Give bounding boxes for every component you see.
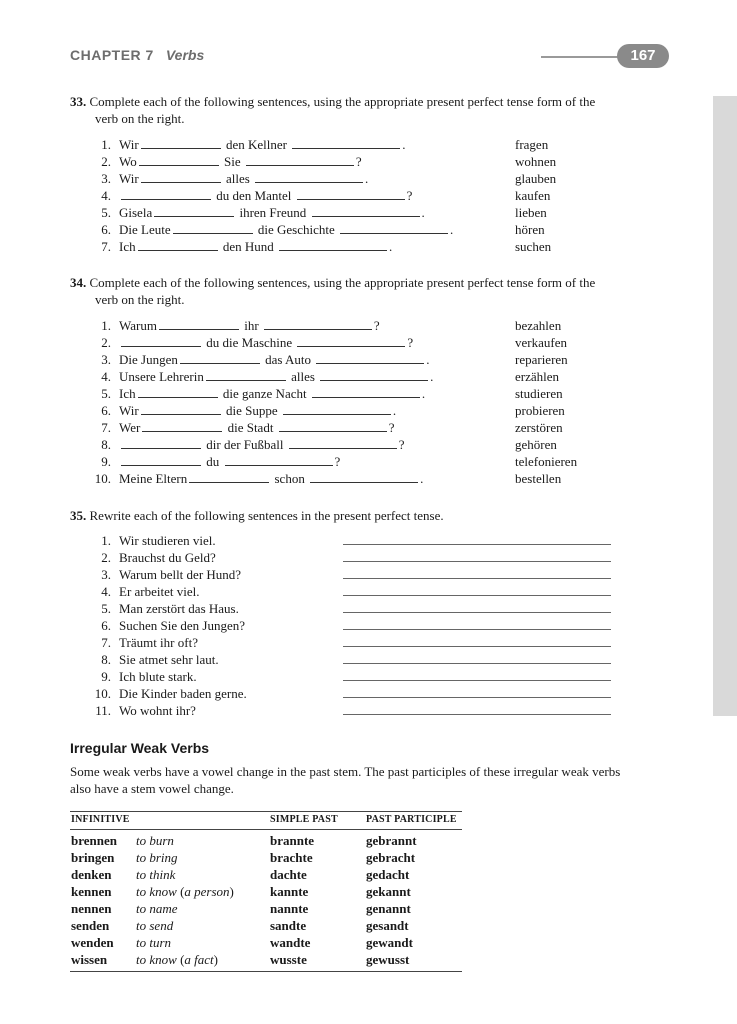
- verb-hint: lieben: [515, 205, 547, 220]
- infinitive-cell: wenden: [71, 935, 114, 950]
- exercise-item: [0, 634, 737, 651]
- exercise-item: [0, 532, 737, 549]
- item-sentence: Wo wohnt ihr?: [119, 703, 196, 718]
- item-number: 5.: [101, 386, 111, 401]
- item-number: 8.: [101, 437, 111, 452]
- exercise-item: [0, 549, 737, 566]
- simple-past-cell: kannte: [270, 884, 309, 899]
- past-participle-cell: gekannt: [366, 884, 411, 899]
- answer-line[interactable]: [343, 697, 611, 698]
- fill-blank[interactable]: [121, 438, 201, 449]
- exercise-item: [0, 170, 737, 187]
- fill-blank[interactable]: [289, 438, 397, 449]
- exercise-35-instruction: 35. Rewrite each of the following sentences in the present perfect tense.: [70, 508, 444, 523]
- item-number: 1.: [101, 318, 111, 333]
- item-number: 10.: [94, 471, 111, 486]
- translation-cell: to send: [136, 918, 174, 933]
- translation-cell: to name: [136, 901, 178, 916]
- item-number: 10.: [94, 686, 111, 701]
- sentence-part: Wir: [119, 137, 139, 152]
- exercise-item: [0, 583, 737, 600]
- item-number: 1.: [101, 137, 111, 152]
- item-number: 3.: [101, 567, 111, 582]
- verb-hint: telefonieren: [515, 454, 578, 469]
- item-sentence: [119, 470, 423, 487]
- exercise-item: [0, 617, 737, 634]
- sentence-part: Die Jungen: [119, 352, 178, 367]
- punctuation: ?: [406, 188, 413, 203]
- item-sentence: [119, 436, 405, 453]
- punctuation: ?: [407, 335, 414, 350]
- exercise-item: [0, 600, 737, 617]
- item-sentence: [119, 187, 412, 204]
- exercise-item: [0, 453, 737, 470]
- table-bottom-rule: [70, 971, 462, 972]
- punctuation: .: [450, 222, 454, 237]
- item-number: 11.: [95, 703, 111, 718]
- fill-blank[interactable]: [316, 353, 424, 364]
- item-sentence: [119, 204, 425, 221]
- sentence-part: die Geschichte: [254, 222, 339, 237]
- answer-line[interactable]: [343, 680, 611, 681]
- answer-line[interactable]: [343, 561, 611, 562]
- item-sentence: Träumt ihr oft?: [119, 635, 198, 650]
- col-header-infinitive: INFINITIVE: [71, 814, 130, 825]
- item-number: 7.: [101, 239, 111, 254]
- sentence-part: Wo: [119, 154, 137, 169]
- translation-cell: to burn: [136, 833, 174, 848]
- sentence-part: Wir: [119, 403, 139, 418]
- fill-blank[interactable]: [154, 206, 234, 217]
- past-participle-cell: gewandt: [366, 935, 413, 950]
- table-row: [0, 866, 737, 883]
- exercise-item: [0, 419, 737, 436]
- item-sentence: Ich blute stark.: [119, 669, 197, 684]
- item-sentence: [119, 453, 340, 470]
- fill-blank[interactable]: [173, 223, 253, 234]
- verb-hint: hören: [515, 222, 545, 237]
- fill-blank[interactable]: [264, 319, 372, 330]
- answer-line[interactable]: [343, 578, 611, 579]
- sentence-part: Sie: [220, 154, 244, 169]
- item-sentence: [119, 385, 425, 402]
- fill-blank[interactable]: [292, 138, 400, 149]
- item-number: 6.: [101, 618, 111, 633]
- sentence-part: den Hund: [219, 239, 278, 254]
- sentence-part: das Auto: [261, 352, 315, 367]
- fill-blank[interactable]: [255, 172, 363, 183]
- sentence-part: die Suppe: [222, 403, 281, 418]
- past-participle-cell: gewusst: [366, 952, 410, 967]
- exercise-item: [0, 566, 737, 583]
- sentence-part: Wer: [119, 420, 141, 435]
- punctuation: ?: [373, 318, 380, 333]
- table-row: [0, 951, 737, 968]
- item-number: 5.: [101, 205, 111, 220]
- punctuation: ?: [398, 437, 405, 452]
- sentence-part: Unsere Lehrerin: [119, 369, 204, 384]
- item-sentence: Brauchst du Geld?: [119, 550, 216, 565]
- verb-hint: reparieren: [515, 352, 568, 367]
- verb-hint: bezahlen: [515, 318, 562, 333]
- chapter-topic: Verbs: [165, 47, 205, 63]
- exercise-item: [0, 436, 737, 453]
- translation-cell: to turn: [136, 935, 172, 950]
- item-number: 8.: [101, 652, 111, 667]
- punctuation: .: [421, 205, 425, 220]
- fill-blank[interactable]: [279, 240, 387, 251]
- table-top-rule: [70, 811, 462, 812]
- item-number: 4.: [101, 369, 111, 384]
- answer-line[interactable]: [343, 612, 611, 613]
- item-number: 3.: [101, 352, 111, 367]
- sentence-part: du: [203, 454, 223, 469]
- item-sentence: [119, 419, 394, 436]
- exercise-item: [0, 317, 737, 334]
- exercise-item: [0, 402, 737, 419]
- verb-hint: suchen: [515, 239, 552, 254]
- fill-blank[interactable]: [180, 353, 260, 364]
- item-sentence: Warum bellt der Hund?: [119, 567, 242, 582]
- exercise-item: [0, 470, 737, 487]
- sentence-part: schon: [271, 471, 309, 486]
- item-number: 7.: [101, 420, 111, 435]
- past-participle-cell: gebrannt: [366, 833, 417, 848]
- answer-line[interactable]: [343, 646, 611, 647]
- punctuation: .: [389, 239, 393, 254]
- sentence-part: Wir: [119, 171, 139, 186]
- item-number: 5.: [101, 601, 111, 616]
- verb-hint: probieren: [515, 403, 565, 418]
- fill-blank[interactable]: [297, 189, 405, 200]
- fill-blank[interactable]: [279, 421, 387, 432]
- table-row: [0, 832, 737, 849]
- translation-cell: to think: [136, 867, 176, 882]
- fill-blank[interactable]: [310, 472, 418, 483]
- item-sentence: Die Kinder baden gerne.: [119, 686, 247, 701]
- sentence-part: alles: [287, 369, 319, 384]
- sentence-part: Meine Eltern: [119, 471, 188, 486]
- fill-blank[interactable]: [312, 387, 420, 398]
- item-number: 2.: [101, 335, 111, 350]
- fill-blank[interactable]: [283, 404, 391, 415]
- item-sentence: [119, 334, 413, 351]
- exercise-item: [0, 651, 737, 668]
- item-number: 4.: [101, 188, 111, 203]
- chapter-label: CHAPTER 7: [70, 47, 154, 63]
- table-row: [0, 934, 737, 951]
- exercise-item: [0, 685, 737, 702]
- exercise-item: [0, 238, 737, 255]
- item-number: 9.: [101, 669, 111, 684]
- fill-blank[interactable]: [159, 319, 239, 330]
- answer-line[interactable]: [343, 663, 611, 664]
- punctuation: .: [426, 352, 430, 367]
- exercise-item: [0, 153, 737, 170]
- sentence-part: die Stadt: [224, 420, 277, 435]
- infinitive-cell: nennen: [71, 901, 112, 916]
- infinitive-cell: wissen: [71, 952, 108, 967]
- exercise-item: [0, 221, 737, 238]
- simple-past-cell: nannte: [270, 901, 309, 916]
- verb-hint: zerstören: [515, 420, 563, 435]
- table-row: [0, 917, 737, 934]
- table-header-rule: [70, 829, 462, 830]
- punctuation: .: [402, 137, 406, 152]
- sentence-part: dir der Fußball: [203, 437, 287, 452]
- sentence-part: Ich: [119, 239, 136, 254]
- exercise-item: [0, 385, 737, 402]
- punctuation: .: [392, 403, 397, 418]
- exercise-33-instruction: 33. Complete each of the following sentences, using the appropriate present perfect tense form of the verb on the right.: [70, 94, 596, 126]
- fill-blank[interactable]: [141, 404, 221, 415]
- past-participle-cell: gesandt: [366, 918, 409, 933]
- section-paragraph: Some weak verbs have a vowel change in the past stem. The past participles of these irregular weak verbs also have a stem vowel change.: [70, 764, 621, 796]
- infinitive-cell: kennen: [71, 884, 112, 899]
- punctuation: .: [421, 386, 426, 401]
- verb-hint: studieren: [515, 386, 563, 401]
- fill-blank[interactable]: [320, 370, 428, 381]
- running-header: [70, 47, 204, 63]
- sentence-part: Warum: [119, 318, 157, 333]
- answer-line[interactable]: [343, 629, 611, 630]
- answer-line[interactable]: [343, 595, 611, 596]
- punctuation: ?: [355, 154, 362, 169]
- translation-cell: to bring: [136, 850, 178, 865]
- sentence-part: ihr: [240, 318, 262, 333]
- sentence-part: alles: [222, 171, 254, 186]
- infinitive-cell: bringen: [71, 850, 115, 865]
- past-participle-cell: gedacht: [366, 867, 410, 882]
- exercise-item: [0, 136, 737, 153]
- table-row: [0, 883, 737, 900]
- fill-blank[interactable]: [206, 370, 286, 381]
- exercise-item: [0, 368, 737, 385]
- verb-hint: gehören: [515, 437, 557, 452]
- item-sentence: Sie atmet sehr laut.: [119, 652, 219, 667]
- fill-blank[interactable]: [141, 172, 221, 183]
- exercise-item: [0, 187, 737, 204]
- item-sentence: [119, 153, 362, 170]
- verb-hint: bestellen: [515, 471, 562, 486]
- verb-hint: fragen: [515, 137, 549, 152]
- translation-cell: to know (a fact): [136, 952, 218, 967]
- fill-blank[interactable]: [297, 336, 405, 347]
- fill-blank[interactable]: [138, 240, 218, 251]
- item-number: 3.: [101, 171, 111, 186]
- punctuation: .: [430, 369, 434, 384]
- item-number: 2.: [101, 154, 111, 169]
- item-number: 6.: [101, 403, 111, 418]
- item-sentence: Wir studieren viel.: [119, 533, 216, 548]
- fill-blank[interactable]: [312, 206, 420, 217]
- exercise-item: [0, 702, 737, 719]
- item-number: 6.: [101, 222, 111, 237]
- sentence-part: den Kellner: [222, 137, 291, 152]
- item-number: 9.: [101, 454, 111, 469]
- fill-blank[interactable]: [225, 455, 333, 466]
- item-sentence: [119, 351, 429, 368]
- item-number: 4.: [101, 584, 111, 599]
- simple-past-cell: brachte: [270, 850, 313, 865]
- sentence-part: die ganze Nacht: [219, 386, 310, 401]
- col-header-past-participle: PAST PARTICIPLE: [366, 814, 457, 825]
- simple-past-cell: wusste: [270, 952, 307, 967]
- item-sentence: [119, 368, 433, 385]
- item-sentence: Er arbeitet viel.: [119, 584, 200, 599]
- verb-hint: wohnen: [515, 154, 557, 169]
- fill-blank[interactable]: [141, 138, 221, 149]
- sentence-part: ihren Freund: [236, 205, 310, 220]
- verb-hint: erzählen: [515, 369, 560, 384]
- punctuation: ?: [388, 420, 395, 435]
- item-sentence: Suchen Sie den Jungen?: [119, 618, 246, 633]
- item-sentence: Man zerstört das Haus.: [119, 601, 239, 616]
- simple-past-cell: dachte: [270, 867, 307, 882]
- item-number: 7.: [101, 635, 111, 650]
- fill-blank[interactable]: [142, 421, 222, 432]
- past-participle-cell: gebracht: [366, 850, 416, 865]
- fill-blank[interactable]: [139, 155, 219, 166]
- item-sentence: [119, 402, 396, 419]
- infinitive-cell: brennen: [71, 833, 117, 848]
- sentence-part: du den Mantel: [213, 188, 295, 203]
- fill-blank[interactable]: [340, 223, 448, 234]
- fill-blank[interactable]: [189, 472, 269, 483]
- item-sentence: [119, 317, 380, 334]
- verb-hint: kaufen: [515, 188, 551, 203]
- exercise-item: [0, 204, 737, 221]
- fill-blank[interactable]: [121, 336, 201, 347]
- item-number: 1.: [101, 533, 111, 548]
- section-heading: Irregular Weak Verbs: [70, 740, 210, 756]
- infinitive-cell: senden: [71, 918, 110, 933]
- translation-cell: to know (a person): [136, 884, 234, 899]
- header-rule: [541, 56, 625, 58]
- fill-blank[interactable]: [121, 455, 201, 466]
- exercise-item: [0, 351, 737, 368]
- sentence-part: Gisela: [119, 205, 153, 220]
- item-sentence: [119, 221, 453, 238]
- simple-past-cell: sandte: [270, 918, 307, 933]
- item-number: 2.: [101, 550, 111, 565]
- past-participle-cell: genannt: [366, 901, 411, 916]
- item-sentence: [119, 238, 392, 255]
- simple-past-cell: brannte: [270, 833, 315, 848]
- punctuation: .: [365, 171, 369, 186]
- item-sentence: [119, 136, 405, 153]
- exercise-item: [0, 334, 737, 351]
- exercise-item: [0, 668, 737, 685]
- sentence-part: du die Maschine: [203, 335, 296, 350]
- simple-past-cell: wandte: [270, 935, 311, 950]
- sentence-part: Die Leute: [119, 222, 171, 237]
- answer-line[interactable]: [343, 714, 611, 715]
- punctuation: ?: [334, 454, 341, 469]
- fill-blank[interactable]: [138, 387, 218, 398]
- fill-blank[interactable]: [246, 155, 354, 166]
- col-header-simple-past: SIMPLE PAST: [270, 814, 338, 825]
- exercise-34-instruction: 34. Complete each of the following sentences, using the appropriate present perfect tense form of the verb on the right.: [70, 275, 596, 307]
- fill-blank[interactable]: [121, 189, 211, 200]
- answer-line[interactable]: [343, 544, 611, 545]
- sentence-part: Ich: [119, 386, 136, 401]
- infinitive-cell: denken: [71, 867, 112, 882]
- table-row: [0, 849, 737, 866]
- page-number: 167: [617, 44, 669, 68]
- item-sentence: [119, 170, 368, 187]
- table-row: [0, 900, 737, 917]
- punctuation: .: [420, 471, 424, 486]
- verb-hint: glauben: [515, 171, 557, 186]
- verb-hint: verkaufen: [515, 335, 567, 350]
